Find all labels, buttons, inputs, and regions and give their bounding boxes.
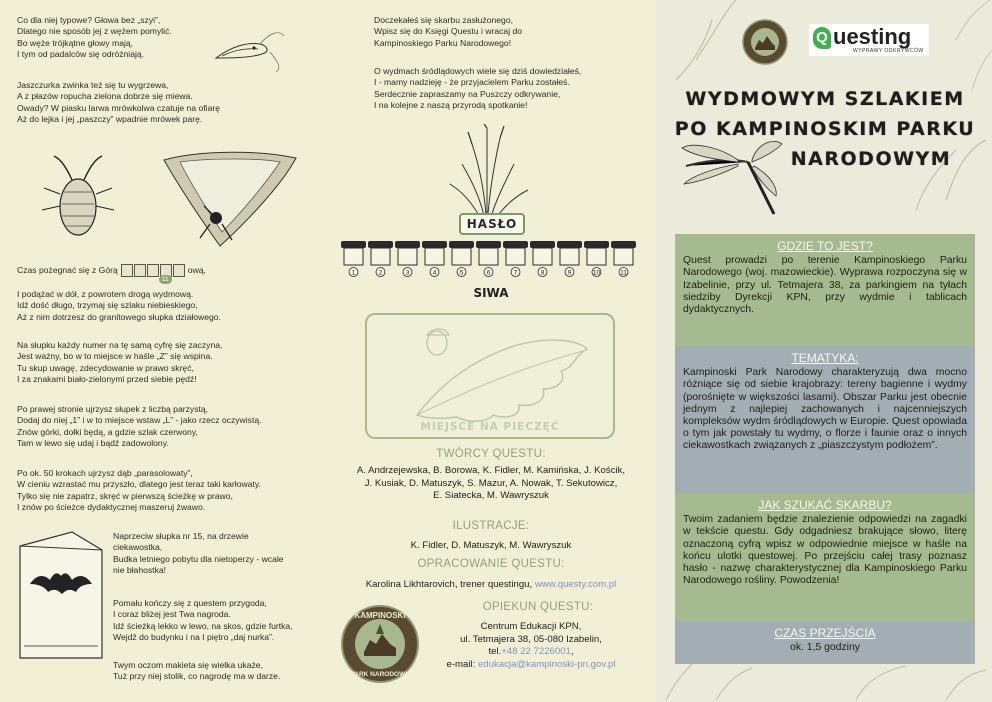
caretaker-details [406, 621, 656, 671]
poem-line: Wpisz się do Księgi Questu i wracaj do [374, 26, 523, 37]
editing-title: OPRACOWANIE QUESTU: [417, 558, 565, 570]
poem-line: Budka letniego pobytu dla nietoperzy - wcale [113, 553, 284, 564]
poem-line: nie błahostka! [113, 565, 167, 576]
info-box-location [675, 234, 975, 346]
editing-credit [326, 579, 656, 592]
info-box-duration [675, 621, 975, 664]
illustrators: K. Fidler, D. Matuszyk, M. Wawryszuk [410, 540, 572, 551]
title-line-1: WYDMOWYM SZLAKIEM [685, 88, 965, 110]
password-slot[interactable] [503, 241, 528, 277]
stanza-3 [17, 264, 206, 283]
closing-poem-1 [374, 15, 522, 49]
phone-link[interactable]: +48 22 7226001 [501, 646, 571, 657]
poem-line: Kampinoskiego Parku Narodowego! [374, 37, 512, 48]
stanza-5 [17, 404, 262, 450]
svg-text:5: 5 [459, 269, 464, 277]
poem-line: Owady? W piasku larwa mrówkolwa czatuje na ofiarę [17, 102, 220, 113]
poem-line: I tym od padalców się odróżniają. [17, 49, 145, 60]
poem-line: Tylko się nie zapatrz, skręć w pierwszą ścieżkę w prawo, [17, 490, 233, 501]
poem-line: Po ok. 50 krokach ujrzysz dąb „parasolowaty”, [17, 468, 193, 478]
poem-line: Jaszczurka zwinka też się tu wygrzewa, [17, 80, 169, 90]
password-slot[interactable] [557, 241, 582, 277]
title-line-3: NARODOWYM [790, 148, 952, 170]
lizard-head-illustration [210, 22, 290, 77]
stanza-2 [17, 80, 220, 126]
poem-line: Jest ważny, bo w to miejsce w haśle „Z” się wspina. [17, 351, 213, 362]
poem-line: I za znakami biało-zielonymi przed siebie pędź! [17, 374, 197, 385]
poem-line: A z płazów ropucha zielona dobrze się miewa. [17, 91, 193, 102]
poem-line: I podążać w dół, z powrotem drogą wydmową. [17, 289, 194, 299]
info-box-text: Twoim zadaniem będzie znalezienie odpowiedzi na zagadki w tekście questu. Gdy odgadniesz brakujące słowo, literę oznaczoną cyfrą wpisz w odpowiednie miejsce w haśle na końcu ulotki questowej. Po przejściu całej trasy poznasz hasło - nazwę charakterystycznej dla Kampinoskiego Parku Narodowego rośliny. Powodzenia! [683, 514, 967, 587]
poem-line: Dlatego nie sposób jej z wężem pomylić. [17, 26, 172, 37]
poem-line: Idź dość długo, trzymaj się szlaku niebieskiego, [17, 300, 198, 311]
info-box-title: TEMATYKA: [791, 351, 859, 365]
authors-line: J. Kusiak, D. Matuszyk, S. Mazur, A. Nowak, T. Sekutowicz, [364, 477, 618, 489]
info-box-text: Kampinoski Park Narodowy charakteryzują dwa mocno różniące się od siebie krajobrazy: tereny bagienne i wydmy (porośnięte w większości lasami). Obszar Parku jest obecnie jednym z najlepiej zachowanych i najcenniejszych kompleksów wydm śródlądowych w Europie. Quest opowiada o tym jak powstały tu wydmy, o florze i faunie oraz o innych ciekawostkach związanych z „piaszczystym podłożem”. [683, 367, 967, 452]
stanza-3-cont [17, 289, 221, 323]
info-box-title: JAK SZUKAĆ SKARBU? [758, 498, 892, 512]
svg-text:10: 10 [592, 269, 601, 277]
stanza-8 [113, 598, 293, 644]
poem-line: Twym oczom makieta się wielka ukaże, [113, 660, 263, 670]
stanza-6 [17, 468, 261, 514]
poem-line: ciekawostka, [113, 542, 163, 553]
poem-line: Pomału kończy się z questem przygoda, [113, 598, 267, 608]
info-box-text: Quest prowadzi po terenie Kampinoskiego Parku Narodowego (woj. mazowieckie). Wyprawa rozpoczyna się w Izabelinie, przy ul. Tetmajera 38, za parkingiem na tyłach siedziby Dyrekcji KPN, przy wydmie i tablicach dydaktycznych. [683, 255, 967, 316]
authors-line: E. Siatecka, M. Wawryszuk [433, 490, 549, 501]
caretaker-org: Centrum Edukacji KPN, [480, 621, 582, 632]
svg-text:6: 6 [486, 269, 491, 277]
svg-text:8: 8 [540, 269, 545, 277]
stamp-area[interactable] [365, 313, 615, 439]
poem-line: Serdecznie zapraszamy na Puszczy odkrywanie, [374, 88, 561, 99]
tel-label: tel. [488, 646, 502, 657]
questy-link[interactable]: www.questy.com.pl [534, 579, 617, 590]
poem-line: Tam w lewo się udaj i bądź zadowolony. [17, 438, 169, 449]
password-slot[interactable] [530, 241, 555, 277]
answer-boxes [121, 264, 185, 283]
questing-q-icon: Q [813, 27, 831, 49]
svg-text:1: 1 [351, 269, 356, 277]
poem-line: Doczekałeś się skarbu zasłużonego, [374, 15, 514, 25]
password-slot[interactable] [584, 241, 609, 277]
svg-text:3: 3 [405, 269, 410, 277]
authors-title: TWÓRCY QUESTU: [436, 448, 546, 460]
caretaker-title: OPIEKUN QUESTU: [482, 601, 594, 613]
password-slot[interactable] [476, 241, 501, 277]
logo-arc-top: KAMPINOSKI [354, 611, 406, 620]
poem-line: Na słupku każdy numer na tę samą cyfrę się zaczyna, [17, 340, 223, 350]
poem-line: Co dla niej typowe? Głowa bez „szyi”, [17, 15, 161, 25]
svg-text:11: 11 [620, 269, 627, 277]
poem-line: Tuż przy niej stolik, co nagrodę ma w darze. [113, 671, 281, 682]
poem-line: Dodaj do niej „1” i w to miejsce wstaw „L” - jako rzecz oczywistą. [17, 415, 262, 426]
info-box-title: GDZIE TO JEST? [777, 239, 873, 253]
logo-arc-bottom: PARK NARODOWY [350, 671, 410, 678]
password-label: HASŁO [459, 213, 525, 235]
password-slot[interactable] [449, 241, 474, 277]
illustrations-title: ILUSTRACJE: [452, 520, 530, 532]
poem-line: Znów górki, dołki będą, a gdzie szlak czerwony, [17, 426, 198, 437]
password-slot[interactable] [341, 241, 366, 277]
stanza-9 [113, 660, 280, 683]
stamp-label: MIEJSCE NA PIECZĘĆ [420, 421, 560, 433]
poem-line: I - mamy nadzieję - że przyjacielem Parku zostałeś. [374, 77, 570, 88]
authors-list [326, 465, 656, 503]
stanza-1 [17, 15, 172, 61]
poem-line: Bo węże trójkątne głowy mają, [17, 37, 134, 48]
svg-text:9: 9 [567, 269, 572, 277]
dragonfly-illustration [678, 138, 788, 228]
password-slot[interactable] [611, 241, 636, 277]
title-line-2: PO KAMPINOSKIM PARKU [674, 118, 976, 140]
poem-line: Idź ścieżką lekko w lewo, na skos, gdzie furtka, [113, 620, 293, 631]
closing-poem-2 [374, 66, 581, 112]
editor-name: Karolina Likhtarovich, trener questingu, [365, 579, 535, 590]
stanza-7 [113, 531, 284, 577]
email-label: e-mail: [446, 658, 478, 670]
poem-line: I znów po ścieżce dydaktycznej maszeruj żwawo. [17, 502, 206, 513]
poem-line: Po prawej stronie ujrzysz słupek z liczbą parzystą, [17, 404, 209, 414]
bat-box-illustration [16, 528, 106, 663]
authors-line: A. Andrzejewska, B. Borowa, K. Fidler, M. Kamińska, J. Kościk, [356, 465, 626, 476]
questing-wordmark: uesting [833, 24, 912, 49]
questing-logo [809, 24, 929, 56]
questing-tagline: WYPRAWY ODKRYWCÓW [853, 48, 924, 54]
antlion-larva-illustration [38, 152, 118, 242]
info-box-topic [675, 346, 975, 493]
poem-line: I coraz bliżej jest Twa nagroda. [113, 609, 231, 620]
kpn-small-logo [741, 18, 789, 66]
svg-text:7: 7 [513, 269, 518, 277]
email-link[interactable]: edukacja@kampinoski-pn.gov.pl [477, 658, 616, 670]
poem-line: Naprzeciw słupka nr 15, na drzewie [113, 531, 249, 541]
password-slot[interactable] [422, 241, 447, 277]
password-slot[interactable] [368, 241, 393, 277]
left-panel [0, 0, 326, 702]
poem-line: Aż do lejka i jej „paszczy” wpadnie mrówek parę. [17, 114, 203, 125]
plant-name-hint: SIWA [473, 286, 509, 300]
poem-line: O wydmach śródlądowych wiele się dziś dowiedziałeś, [374, 66, 582, 76]
poem-line: Aż z nim dotrzesz do granitowego słupka działowego. [17, 311, 221, 322]
poem-line: Tu skup uwagę, zdecydowanie w prawo skręć, [17, 362, 194, 373]
poem-line: Wejdź do budynku i na I piętro „daj nurka”. [113, 632, 275, 643]
antlion-pit-illustration [160, 148, 300, 253]
tel-end: , [570, 646, 574, 657]
info-box-howto [675, 493, 975, 621]
svg-text:4: 4 [432, 269, 437, 277]
poem-line: I na kolejne z naszą przyrodą spotkanie! [374, 100, 528, 111]
caretaker-address: ul. Tetmajera 38, 05-080 Izabelin, [460, 633, 602, 645]
oak-leaf-icon [397, 319, 597, 429]
middle-panel [326, 0, 656, 702]
poem-line: ową, [187, 264, 206, 275]
password-slot[interactable] [395, 241, 420, 277]
info-box-text: ok. 1,5 godziny [790, 642, 860, 654]
poem-line: Czas pożegnać się z Górą [17, 264, 118, 275]
poem-line: W cieniu wzrastać mu przyszło, dlatego jest teraz taki karłowaty. [17, 479, 261, 490]
stanza-4 [17, 340, 222, 386]
info-box-title: CZAS PRZEJŚCIA [774, 626, 876, 640]
svg-text:2: 2 [378, 269, 383, 277]
letter-index-badge: 11 [159, 275, 172, 284]
